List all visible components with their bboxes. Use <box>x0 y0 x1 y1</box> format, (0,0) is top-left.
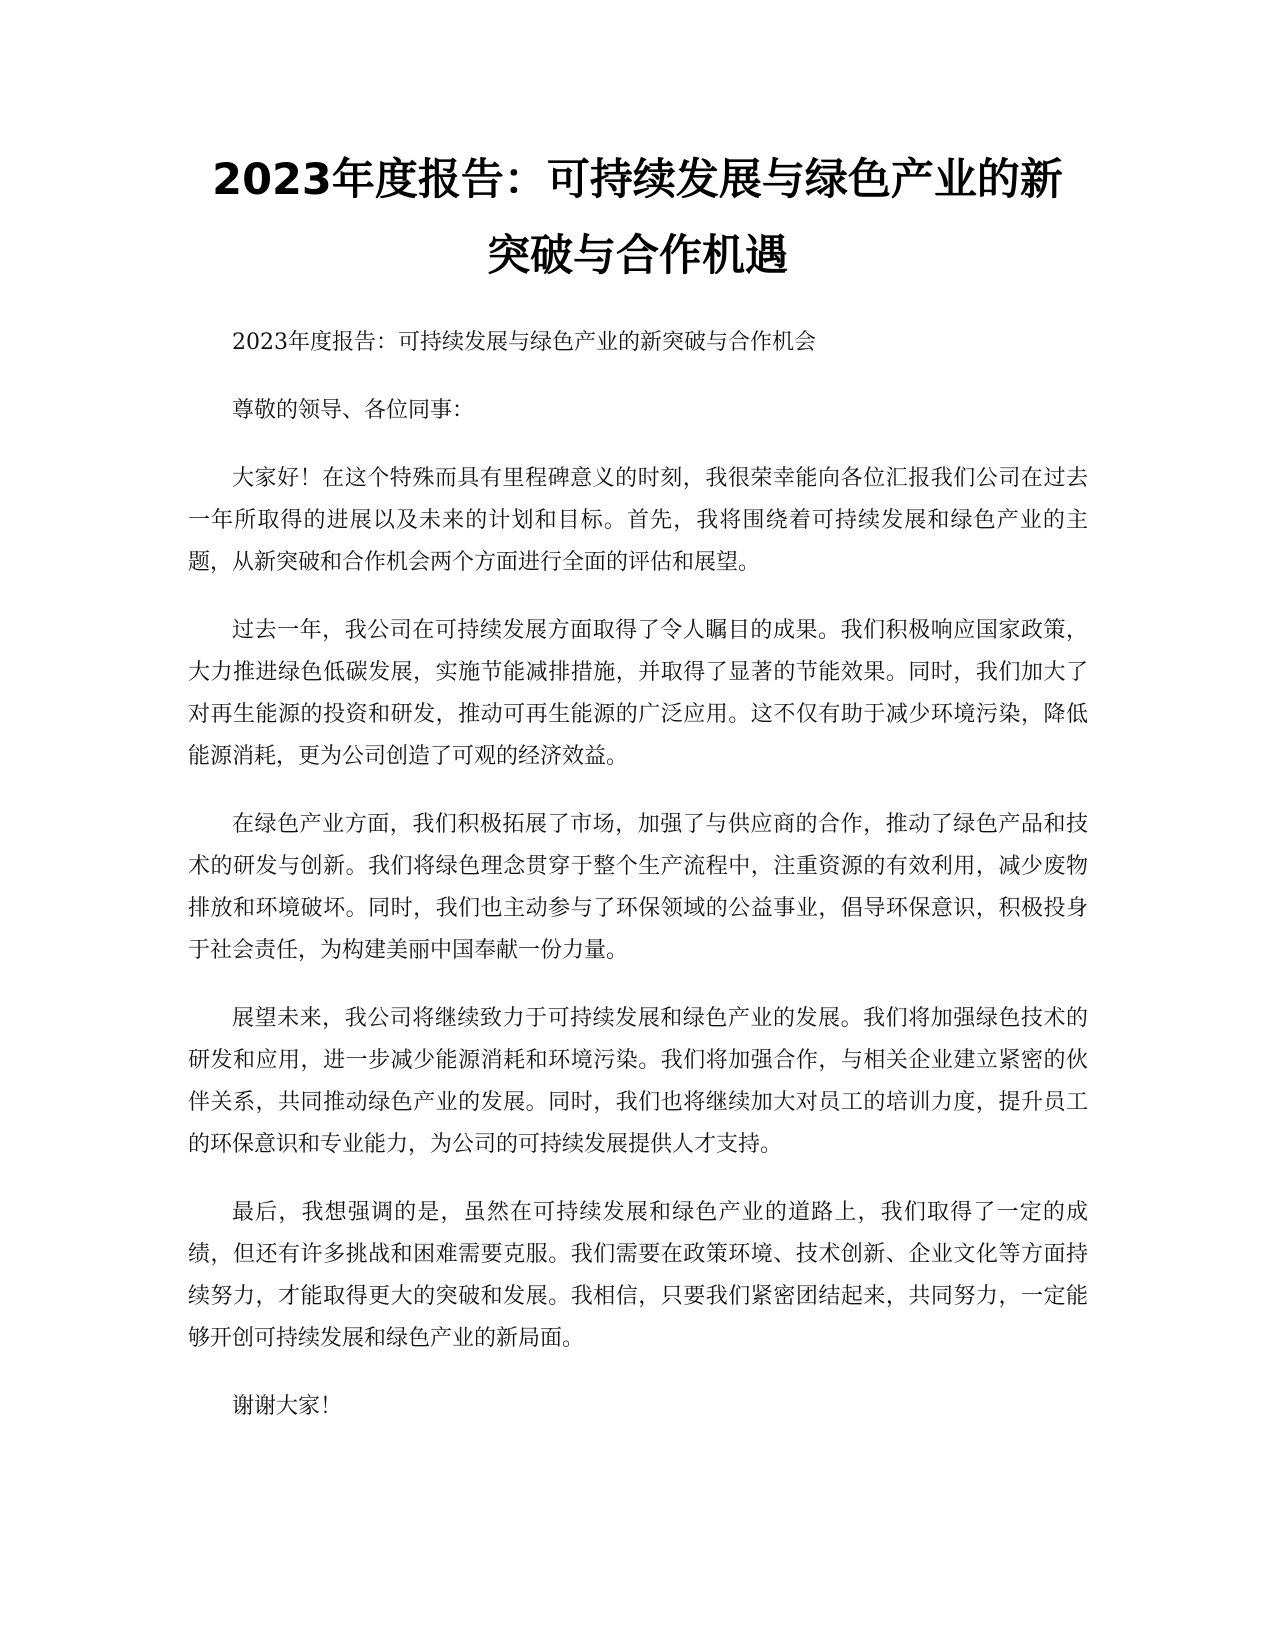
green-industry-paragraph: 在绿色产业方面，我们积极拓展了市场，加强了与供应商的合作，推动了绿色产品和技术的研发与创新。我们将绿色理念贯穿于整个生产流程中，注重资源的有效利用，减少废物排放和环境破坏。同时，我们也主动参与了环保领域的公益事业，倡导环保意识，积极投身于社会责任，为构建美丽中国奉献一份力量。 <box>188 812 1088 963</box>
title-line-1: 2023年度报告：可持续发展与绿色产业的新 <box>212 155 1063 205</box>
outlook-paragraph: 展望未来，我公司将继续致力于可持续发展和绿色产业的发展。我们将加强绿色技术的研发和应用，进一步减少能源消耗和环境污染。我们将加强合作，与相关企业建立紧密的伙伴关系，共同推动绿色产业的发展。同时，我们也将继续加大对员工的培训力度，提升员工的环保意识和专业能力，为公司的可持续发展提供人才支持。 <box>188 1006 1088 1157</box>
document-title <box>185 142 1090 294</box>
sustainability-paragraph: 过去一年，我公司在可持续发展方面取得了令人瞩目的成果。我们积极响应国家政策，大力推进绿色低碳发展，实施节能减排措施，并取得了显著的节能效果。同时，我们加大了对再生能源的投资和研发，推动可再生能源的广泛应用。这不仅有助于减少环境污染，降低能源消耗，更为公司创造了可观的经济效益。 <box>188 618 1088 769</box>
thanks-paragraph: 谢谢大家！ <box>232 1394 343 1419</box>
intro-paragraph: 大家好！在这个特殊而具有里程碑意义的时刻，我很荣幸能向各位汇报我们公司在过去一年所取得的进展以及未来的计划和目标。首先，我将围绕着可持续发展和绿色产业的主题，从新突破和合作机会两个方面进行全面的评估和展望。 <box>188 466 1088 575</box>
subtitle-paragraph: 2023年度报告：可持续发展与绿色产业的新突破与合作机会 <box>232 330 816 355</box>
salutation-paragraph: 尊敬的领导、各位同事： <box>232 398 475 423</box>
title-line-2: 突破与合作机遇 <box>487 231 788 281</box>
document-body <box>188 322 1088 1454</box>
conclusion-paragraph: 最后，我想强调的是，虽然在可持续发展和绿色产业的道路上，我们取得了一定的成绩，但还有许多挑战和困难需要克服。我们需要在政策环境、技术创新、企业文化等方面持续努力，才能取得更大的突破和发展。我相信，只要我们紧密团结起来，共同努力，一定能够开创可持续发展和绿色产业的新局面。 <box>188 1200 1088 1351</box>
